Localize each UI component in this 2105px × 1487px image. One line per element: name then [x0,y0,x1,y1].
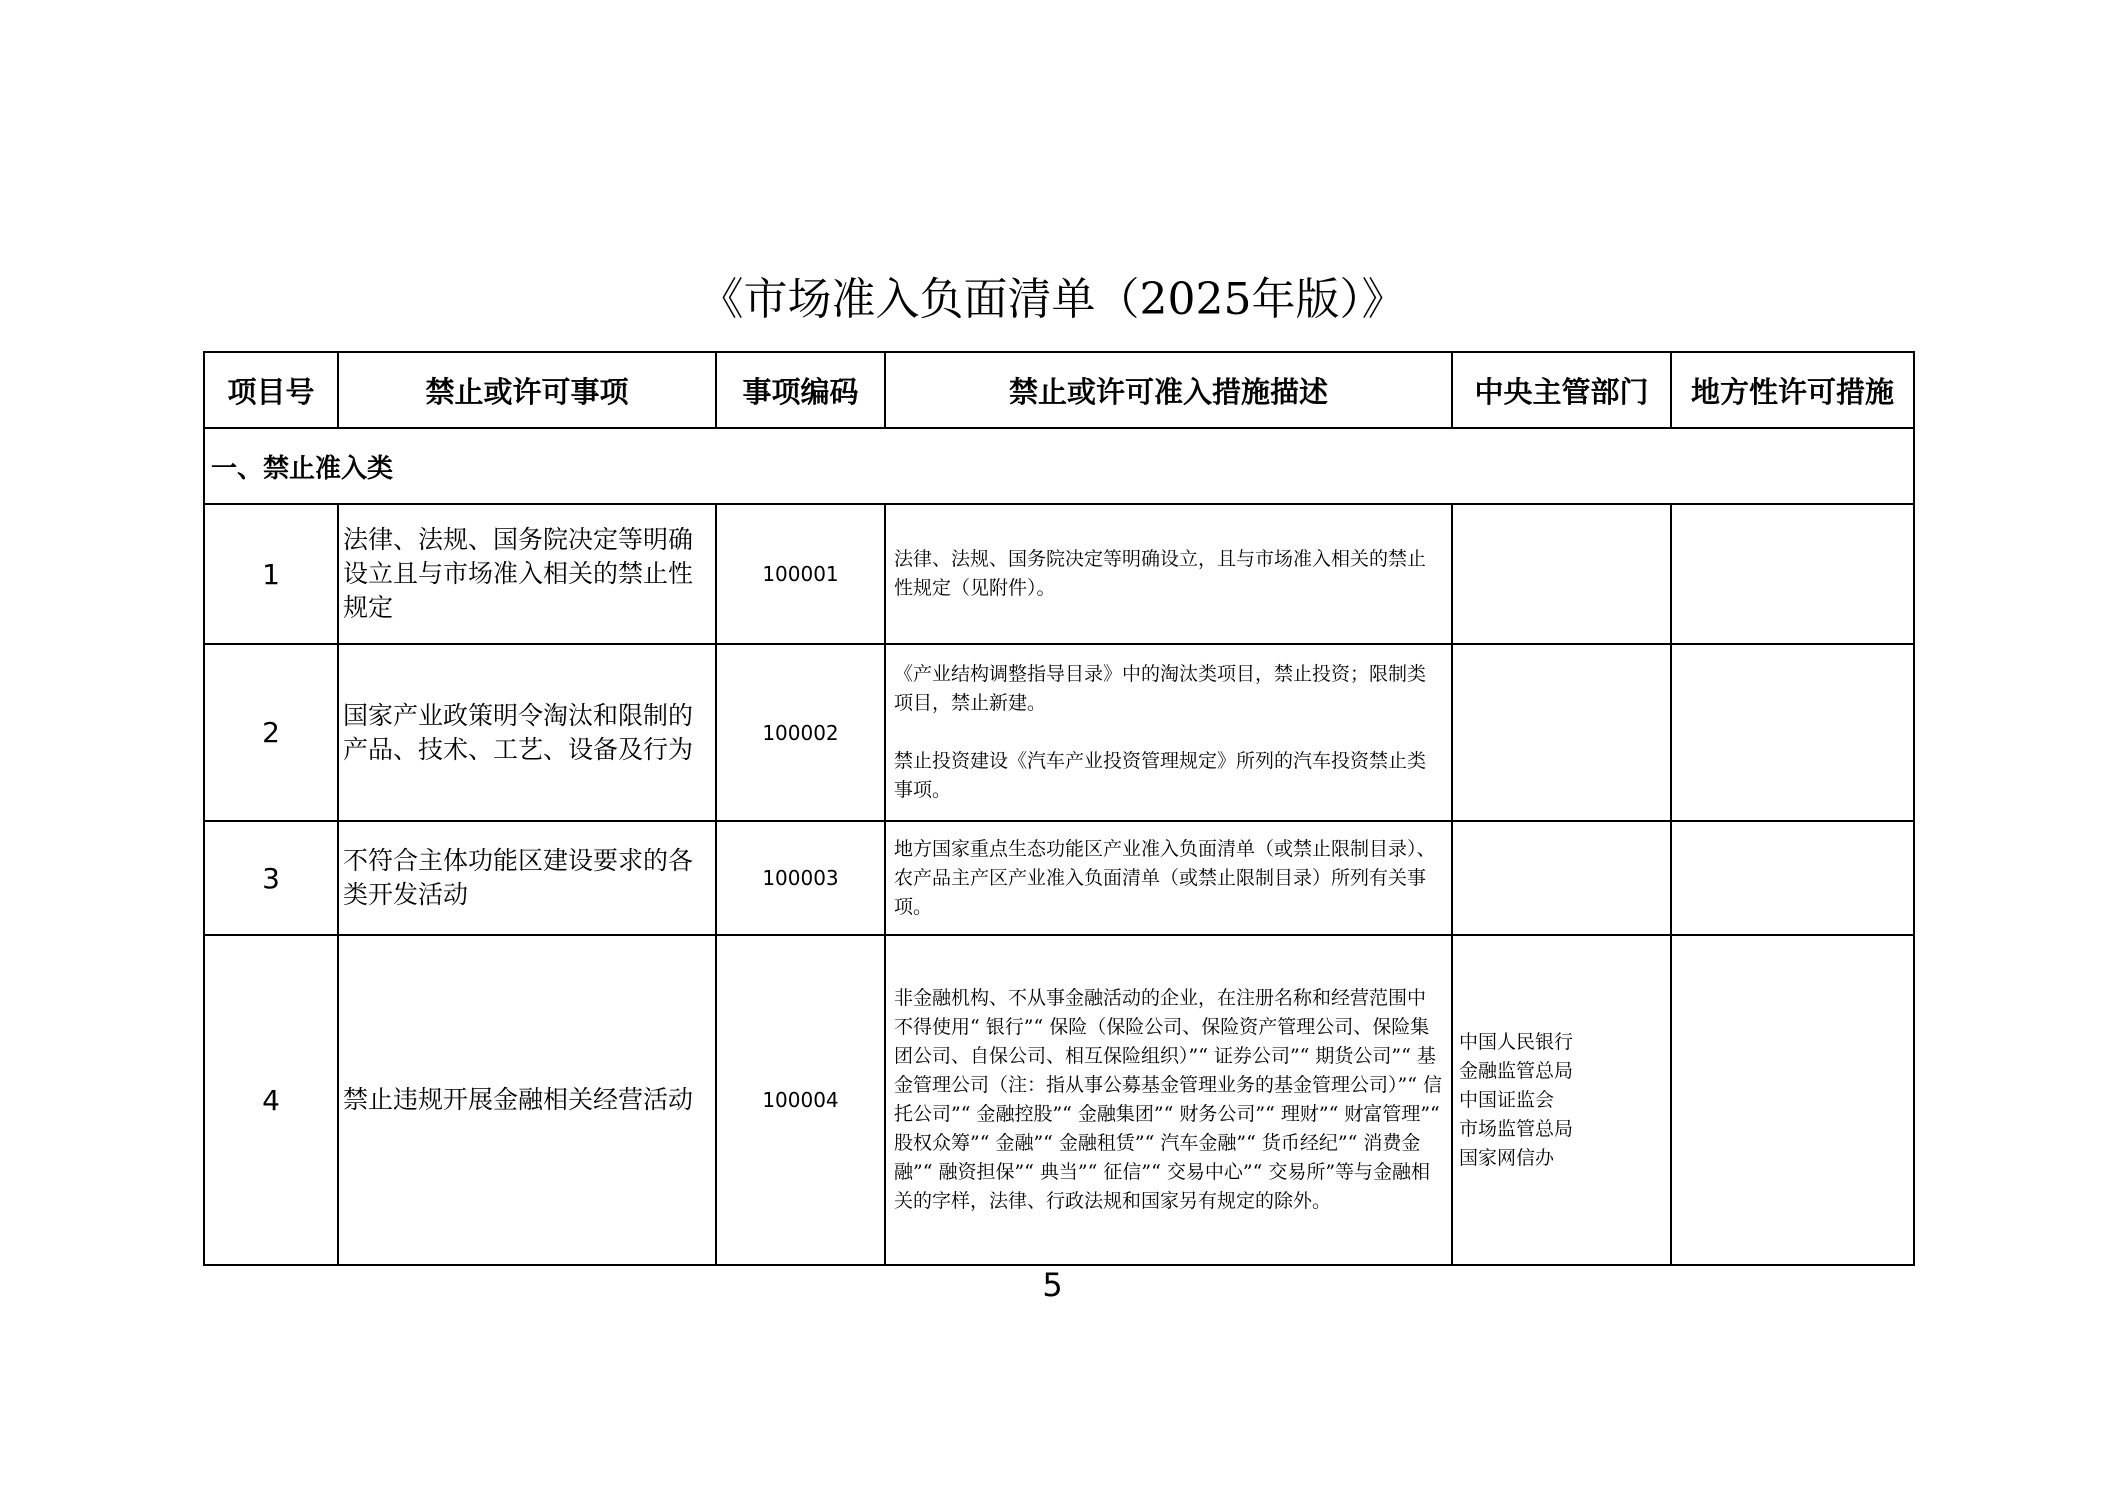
row-item: 不符合主体功能区建设要求的各类开发活动 [338,821,716,935]
row-number: 2 [204,644,338,821]
row-department [1452,935,1671,1265]
row-number: 3 [204,821,338,935]
document-title: 《市场准入负面清单（2025年版）》 [699,274,1406,325]
row-number: 1 [204,504,338,644]
row-code: 100004 [716,935,885,1265]
header-local-measures: 地方性许可措施 [1671,352,1914,428]
table-row [204,644,1914,821]
description-paragraph: 地方国家重点生态功能区产业准入负面清单（或禁止限制目录）、农产品主产区产业准入负面清单（或禁止限制目录）所列有关事项。 [894,837,1436,918]
section-row [204,428,1914,504]
department-name: 金融监管总局 [1459,1059,1574,1082]
row-local-measures [1671,644,1914,821]
row-description [885,821,1452,935]
header-project-number: 项目号 [204,352,338,428]
row-local-measures [1671,504,1914,644]
row-item: 法律、法规、国务院决定等明确设立且与市场准入相关的禁止性规定 [338,504,716,644]
description-paragraph: 禁止投资建设《汽车产业投资管理规定》所列的汽车投资禁止类事项。 [894,750,1427,801]
row-department [1452,821,1671,935]
row-code: 100001 [716,504,885,644]
row-code: 100002 [716,644,885,821]
row-description [885,504,1452,644]
department-name: 中国证监会 [1459,1088,1555,1111]
description-paragraph: 非金融机构、不从事金融活动的企业，在注册名称和经营范围中不得使用“ 银行”“ 保险（保险公司、保险资产管理公司、保险集团公司、自保公司、相互保险组织）”“ 证券公司”“ 期货公司”“ 基金管理公司（注：指从事公募基金管理业务的基金管理公司）”“ 信托公司”“ 金融控股”“ 金融集团”“ 财务公司”“ 理财”“ 财富管理”“ 股权众筹”“ 金融”“ 金融租赁”“ 汽车金融”“ 货币经纪”“ 消费金融”“ 融资担保”“ 典当”“ 征信”“ 交易中心”“ 交易所”等与金融相关的字样，法律、行政法规和国家另有规定的除外。 [894,987,1442,1212]
header-measure-description: 禁止或许可准入措施描述 [885,352,1452,428]
department-name: 中国人民银行 [1459,1030,1574,1053]
description-paragraph: 《产业结构调整指导目录》中的淘汰类项目，禁止投资；限制类项目，禁止新建。 [894,663,1427,714]
table-row [204,504,1914,644]
row-local-measures [1671,935,1914,1265]
department-name: 国家网信办 [1459,1146,1555,1169]
row-description [885,644,1452,821]
row-code: 100003 [716,821,885,935]
row-description [885,935,1452,1265]
table-row [204,935,1914,1265]
negative-list-table [203,351,1915,1266]
header-item: 禁止或许可事项 [338,352,716,428]
row-item: 禁止违规开展金融相关经营活动 [338,935,716,1265]
row-item: 国家产业政策明令淘汰和限制的产品、技术、工艺、设备及行为 [338,644,716,821]
header-central-department: 中央主管部门 [1452,352,1671,428]
page-number: 5 [1042,1266,1063,1304]
row-department [1452,644,1671,821]
row-local-measures [1671,821,1914,935]
header-row [204,352,1914,428]
description-paragraph: 法律、法规、国务院决定等明确设立，且与市场准入相关的禁止性规定（见附件）。 [894,548,1427,599]
department-name: 市场监管总局 [1459,1117,1574,1140]
section-title: 一、禁止准入类 [204,428,1914,504]
table-row [204,821,1914,935]
row-number: 4 [204,935,338,1265]
header-item-code: 事项编码 [716,352,885,428]
row-department [1452,504,1671,644]
